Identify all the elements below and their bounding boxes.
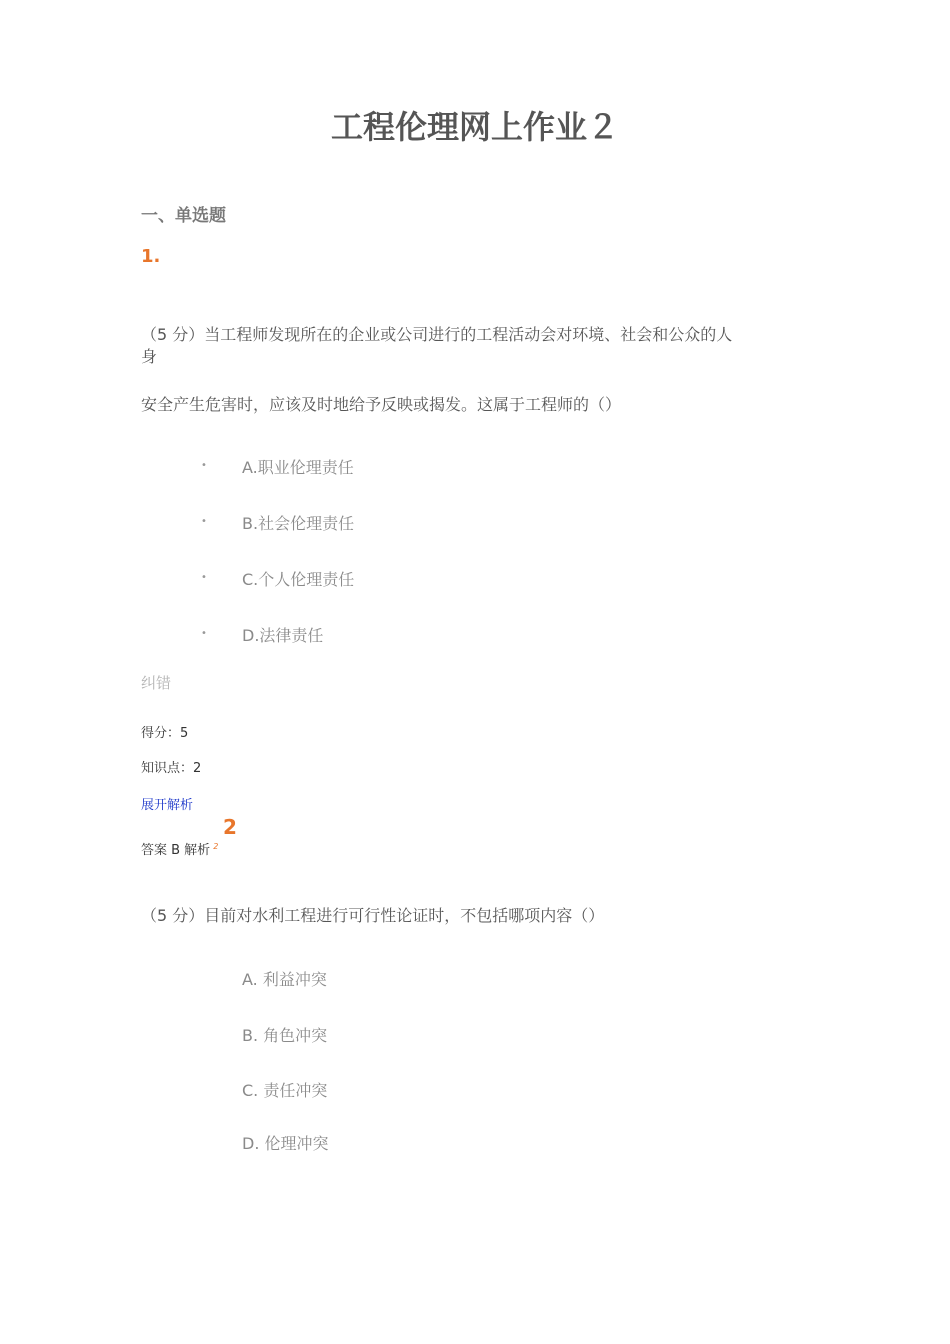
answer-label: 答案 B 解析 <box>141 843 211 858</box>
question-1-text-line-2: 身 <box>141 347 158 366</box>
bullet-icon: • <box>201 516 207 527</box>
question-1-text-line-3: 安全产生危害时，应该及时地给予反映或揭发。这属于工程师的（） <box>141 395 622 414</box>
page-title: 工程伦理网上作业２ <box>330 108 619 146</box>
correction-link[interactable]: 纠错 <box>141 674 172 692</box>
question-2-number: 2 <box>223 815 237 839</box>
question-1-option-b[interactable]: B.社会伦理责任 <box>242 514 355 533</box>
expand-analysis-link[interactable]: 展开解析 <box>141 798 194 813</box>
answer-superscript: 2 <box>213 841 219 851</box>
question-1-option-a[interactable]: A.职业伦理责任 <box>242 458 354 477</box>
question-2-option-b[interactable]: B. 角色冲突 <box>242 1026 328 1045</box>
question-2-text: （5 分）目前对水利工程进行可行性论证时，不包括哪项内容（） <box>141 906 605 925</box>
question-2-option-d[interactable]: D. 伦理冲突 <box>242 1134 329 1153</box>
bullet-icon: • <box>201 460 207 471</box>
question-2-option-c[interactable]: C. 责任冲突 <box>242 1081 328 1100</box>
question-2-option-a[interactable]: A. 利益冲突 <box>242 970 327 989</box>
question-1-number: 1. <box>141 246 161 267</box>
answer-text <box>141 839 218 858</box>
bullet-icon: • <box>201 572 207 583</box>
question-1-text-line-1: （5 分）当工程师发现所在的企业或公司进行的工程活动会对环境、社会和公众的人 <box>141 325 733 344</box>
section-heading: 一、单选题 <box>141 206 226 226</box>
bullet-icon: • <box>201 628 207 639</box>
knowledge-point-text: 知识点：2 <box>141 761 202 776</box>
question-1-option-d[interactable]: D.法律责任 <box>242 626 324 645</box>
question-1-option-c[interactable]: C.个人伦理责任 <box>242 570 355 589</box>
score-text: 得分：5 <box>141 726 189 741</box>
